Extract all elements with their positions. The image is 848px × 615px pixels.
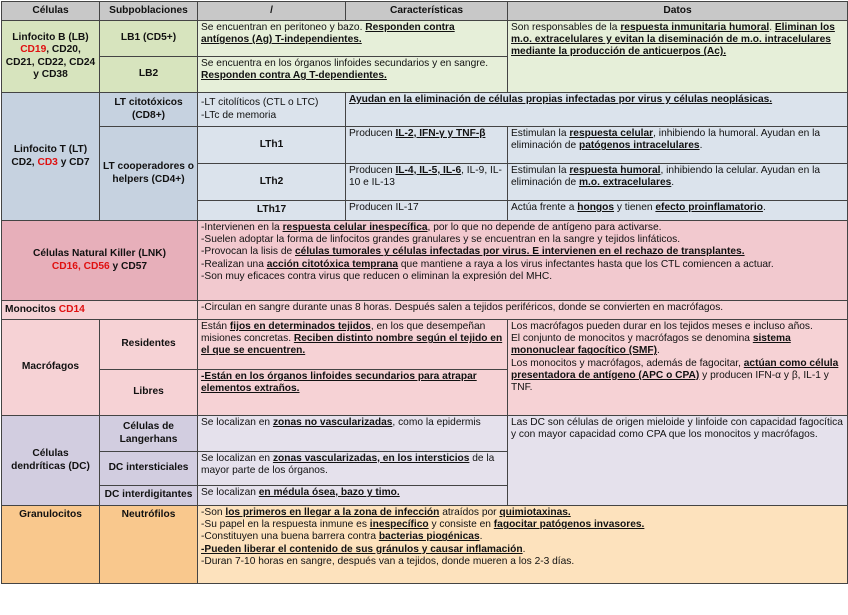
lb-cell: Linfocito B (LB) CD19, CD20, CD21, CD22, CD24 y CD38 xyxy=(2,21,100,93)
lth2-name: LTh2 xyxy=(198,164,346,201)
header-caracteristicas: Características xyxy=(346,2,508,21)
lb2-name: LB2 xyxy=(100,57,198,93)
gran-desc: -Son los primeros en llegar a la zona de infección atraídos por quimiotaxinas. -Su papel en la respuesta inmune es inespecífico y consiste en fagocitar patógenos invasores. -Constituyen una buena barrera contra bacterias piogénicas. -Pueden liberar el contenido de sus gránulos y causar inflamación. -Duran 7-10 horas en sangre, después van a tejidos, donde mueren a los 2-3 días. xyxy=(198,506,848,584)
dc-lang-row xyxy=(2,416,848,452)
lth1-row xyxy=(2,127,848,164)
dc-lang-name: Células de Langerhans xyxy=(100,416,198,452)
lb1-row xyxy=(2,21,848,57)
lb2-desc: Se encuentra en los órganos linfoides secundarios y en sangre. Responden contra Ag T-dependientes. xyxy=(198,57,508,93)
mono-desc: -Circulan en sangre durante unas 8 horas. Después salen a tejidos periféricos, donde se convierten en macrófagos. xyxy=(198,301,848,320)
lb1-name: LB1 (CD5+) xyxy=(100,21,198,57)
lt-cell: Linfocito T (LT) CD2, CD3 y CD7 xyxy=(2,93,100,221)
lt-helper-name: LT cooperadores o helpers (CD4+) xyxy=(100,127,198,221)
dc-int-desc: Se localizan en zonas vascularizadas, en los intersticios de la mayor parte de los órganos. xyxy=(198,452,508,486)
lb1-desc: Se encuentran en peritoneo y bazo. Responden contra antígenos (Ag) T-independientes. xyxy=(198,21,508,57)
dc-datos: Las DC son células de origen mieloide y linfoide con capacidad fagocítica y con mayor capacidad como CPA que los monocitos y macrófagos. xyxy=(508,416,848,506)
header-row xyxy=(2,2,848,21)
macro-res-desc: Están fijos en determinados tejidos, en los que desempeñan misiones concretas. Reciben distinto nombre según el tejido en el que se encuentren. xyxy=(198,320,508,370)
mono-row xyxy=(2,301,848,320)
lnk-cd-marker: CD16, CD56 xyxy=(51,260,110,272)
mono-cd-marker: CD14 xyxy=(58,303,85,315)
dc-lang-desc: Se localizan en zonas no vascularizadas, como la epidermis xyxy=(198,416,508,452)
macro-cell: Macrófagos xyxy=(2,320,100,416)
lth17-carac: Producen IL-17 xyxy=(346,201,508,221)
lnk-cell: Células Natural Killer (LNK) CD16, CD56 y CD57 xyxy=(2,221,198,301)
lt-cito-desc: Ayudan en la eliminación de células propias infectadas por virus y células neoplásicas. xyxy=(346,93,848,127)
immune-cells-table xyxy=(1,1,848,584)
gran-cell: Granulocitos xyxy=(2,506,100,584)
dc-int-name: DC intersticiales xyxy=(100,452,198,486)
lth2-carac: Producen IL-4, IL-5, IL-6, IL-9, IL-10 e IL-13 xyxy=(346,164,508,201)
lnk-row xyxy=(2,221,848,301)
lth2-datos: Estimulan la respuesta humoral, inhibiendo la celular. Ayudan en la eliminación de m.o. extracelulares. xyxy=(508,164,848,201)
lth1-name: LTh1 xyxy=(198,127,346,164)
lb-cd-marker: CD19 xyxy=(20,44,47,56)
header-slash: / xyxy=(198,2,346,21)
header-celulas: Células xyxy=(2,2,100,21)
lnk-desc: -Intervienen en la respuesta celular inespecífica, por lo que no depende de antígeno para activarse. -Suelen adoptar la forma de linfocitos grandes granulares y se encuentran en la sangre y tejidos linfáticos. -Provocan la lisis de células tumorales y células infectadas por virus. E intervienen en el rechazo de transplantes. -Realizan una acción citotóxica temprana que mantiene a raya a los virus infectantes hasta que los CTL comiencen a actuar. -Son muy eficaces contra virus que reducen o eliminan la expresión del MHC. xyxy=(198,221,848,301)
lt-cito-row xyxy=(2,93,848,127)
dc-idg-name: DC interdigitantes xyxy=(100,486,198,506)
macro-datos: Los macrófagos pueden durar en los tejidos meses e incluso años. El conjunto de monocitos y macrófagos se denomina sistema mononuclear fagocítico (SMF). Los monocitos y macrófagos, además de fagocitar, actúan como célula presentadora de antígeno (APC o CPA) y producen IFN-α y β, IL-1 y TNF. xyxy=(508,320,848,416)
mono-cell: Monocitos CD14 xyxy=(2,301,198,320)
lth17-name: LTh17 xyxy=(198,201,346,221)
lth1-datos: Estimulan la respuesta celular, inhibiendo la humoral. Ayudan en la eliminación de patógenos intracelulares. xyxy=(508,127,848,164)
lb-datos: Son responsables de la respuesta inmunitaria humoral. Eliminan los m.o. extracelulares y evitan la diseminación de m.o. intracelulares mediante la producción de anticuerpos (Ac). xyxy=(508,21,848,93)
dc-cell: Células dendríticas (DC) xyxy=(2,416,100,506)
gran-sub-name: Neutrófilos xyxy=(100,506,198,584)
macro-res-row xyxy=(2,320,848,370)
macro-res-name: Residentes xyxy=(100,320,198,370)
macro-lib-name: Libres xyxy=(100,370,198,416)
header-subpoblaciones: Subpoblaciones xyxy=(100,2,198,21)
lt-cito-name: LT citotóxicos (CD8+) xyxy=(100,93,198,127)
macro-lib-desc: -Están en los órganos linfoides secundarios para atrapar elementos extraños. xyxy=(198,370,508,416)
header-datos: Datos xyxy=(508,2,848,21)
gran-row xyxy=(2,506,848,584)
lt-cd-marker: CD3 xyxy=(37,156,58,168)
lth1-carac: Producen IL-2, IFN-γ y TNF-β xyxy=(346,127,508,164)
dc-idg-desc: Se localizan en médula ósea, bazo y timo. xyxy=(198,486,508,506)
lt-cito-subtypes: -LT citolíticos (CTL o LTC) -LTc de memoria xyxy=(198,93,346,127)
lth17-datos: Actúa frente a hongos y tienen efecto proinflamatorio. xyxy=(508,201,848,221)
